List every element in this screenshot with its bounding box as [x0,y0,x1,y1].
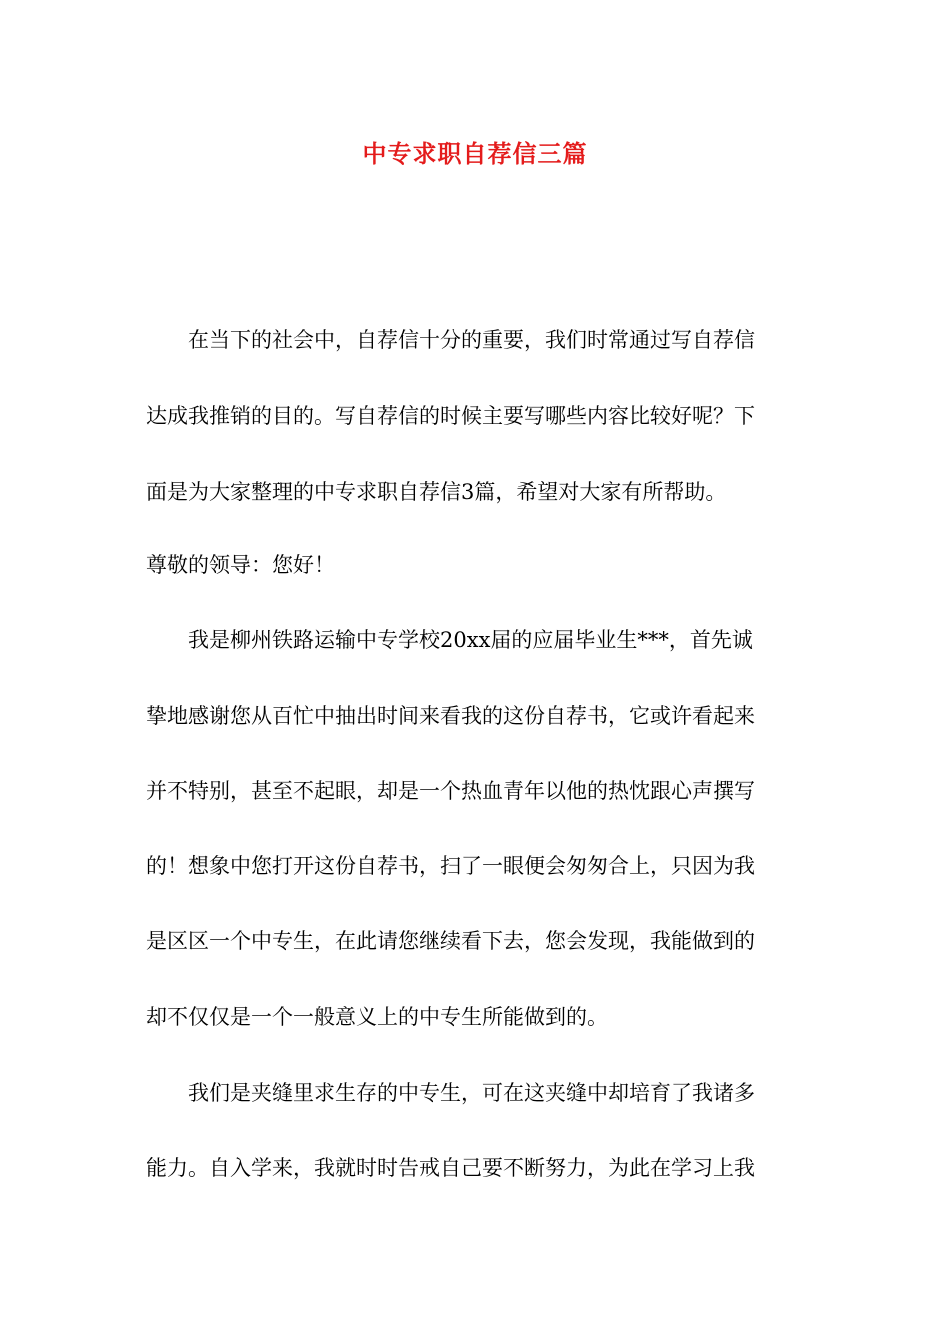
paragraph-1-line-4: 的！想象中您打开这份自荐书，扫了一眼便会匆匆合上，只因为我 [146,854,755,878]
paragraph-1-line-6: 却不仅仅是一个一般意义上的中专生所能做到的。 [146,1005,608,1029]
paragraph-2-line-1: 我们是夹缝里求生存的中专生，可在这夹缝中却培育了我诸多 [188,1081,755,1105]
paragraph-1-line-1: 我是柳州铁路运输中专学校20xx届的应届毕业生***，首先诚 [188,628,753,652]
paragraph-1-line-3: 并不特别，甚至不起眼，却是一个热血青年以他的热忱跟心声撰写 [146,779,755,803]
paragraph-1-line-2: 挚地感谢您从百忙中抽出时间来看我的这份自荐书，它或许看起来 [146,704,755,728]
salutation: 尊敬的领导：您好！ [146,553,335,577]
intro-line-1: 在当下的社会中，自荐信十分的重要，我们时常通过写自荐信 [188,328,755,352]
intro-line-2: 达成我推销的目的。写自荐信的时候主要写哪些内容比较好呢？下 [146,404,755,428]
paragraph-2-line-2: 能力。自入学来，我就时时告戒自己要不断努力，为此在学习上我 [146,1156,755,1180]
document-title: 中专求职自荐信三篇 [362,139,588,168]
intro-line-3: 面是为大家整理的中专求职自荐信3篇，希望对大家有所帮助。 [146,480,727,504]
paragraph-1-line-5: 是区区一个中专生，在此请您继续看下去，您会发现，我能做到的 [146,929,755,953]
